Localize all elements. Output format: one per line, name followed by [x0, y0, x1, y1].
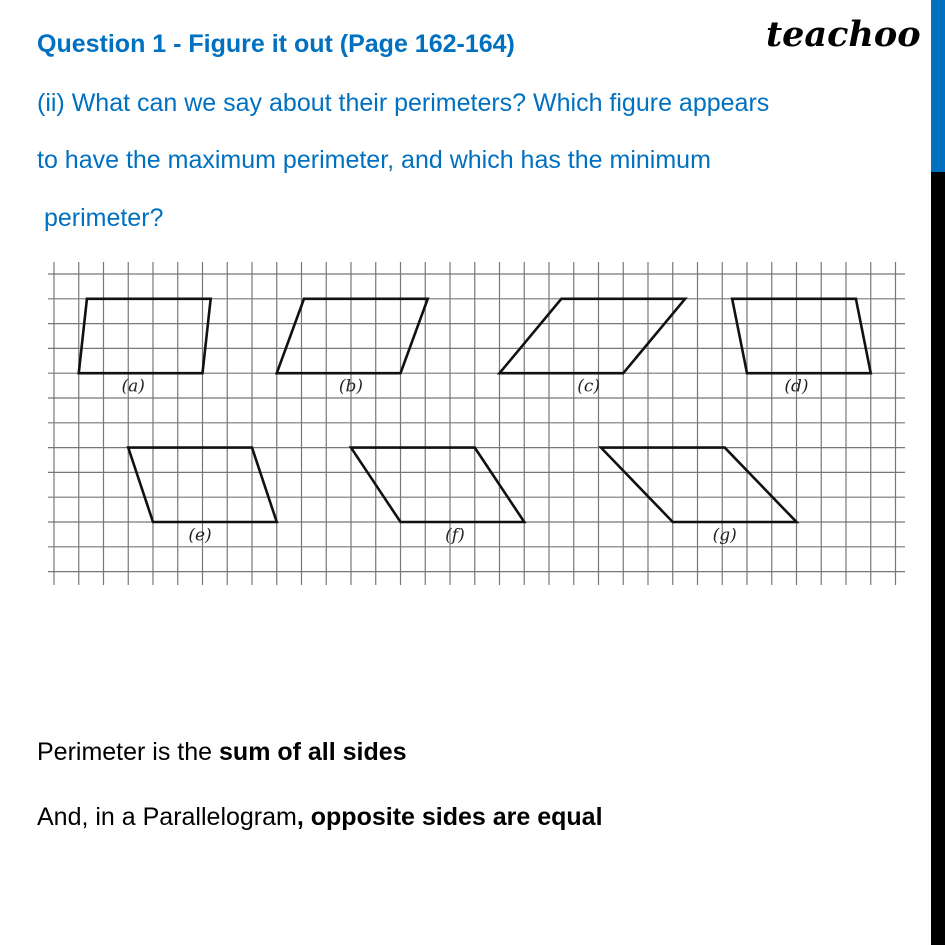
teachoo-logo: teachoo	[766, 14, 921, 55]
answer-line-2-bold: , opposite sides are equal	[296, 803, 603, 831]
question-line-3: perimeter?	[37, 204, 164, 232]
parallelogram-f	[351, 448, 524, 522]
question-title: Question 1 - Figure it out (Page 162-164)	[37, 30, 515, 58]
parallelogram-g	[601, 448, 797, 522]
answer-line-1-text: Perimeter is the	[37, 738, 220, 766]
answer-line-1-bold: sum of all sides	[219, 738, 407, 766]
answer-line-2-text: And, in a Parallelogram	[37, 803, 297, 831]
answer-line-2	[37, 803, 603, 832]
figure-label-f: (f)	[445, 525, 465, 546]
question-line-1: (ii) What can we say about their perimeters? Which figure appears	[37, 89, 770, 117]
figure-label-e: (e)	[188, 525, 212, 546]
parallelogram-d	[732, 299, 871, 373]
figure-label-b: (b)	[338, 376, 364, 397]
scrollbar-track[interactable]	[931, 172, 945, 945]
parallelogram-c	[500, 299, 686, 373]
figure-label-a: (a)	[121, 376, 145, 397]
figure-label-c: (c)	[577, 376, 600, 397]
scrollbar-thumb[interactable]	[931, 0, 945, 172]
answer-line-1	[37, 738, 407, 767]
figure-label-d: (d)	[784, 376, 809, 397]
question-line-2: to have the maximum perimeter, and which has the minimum	[37, 146, 711, 174]
parallelogram-b	[277, 299, 428, 373]
figure-label-g: (g)	[712, 525, 737, 546]
parallelogram-a	[79, 299, 211, 373]
